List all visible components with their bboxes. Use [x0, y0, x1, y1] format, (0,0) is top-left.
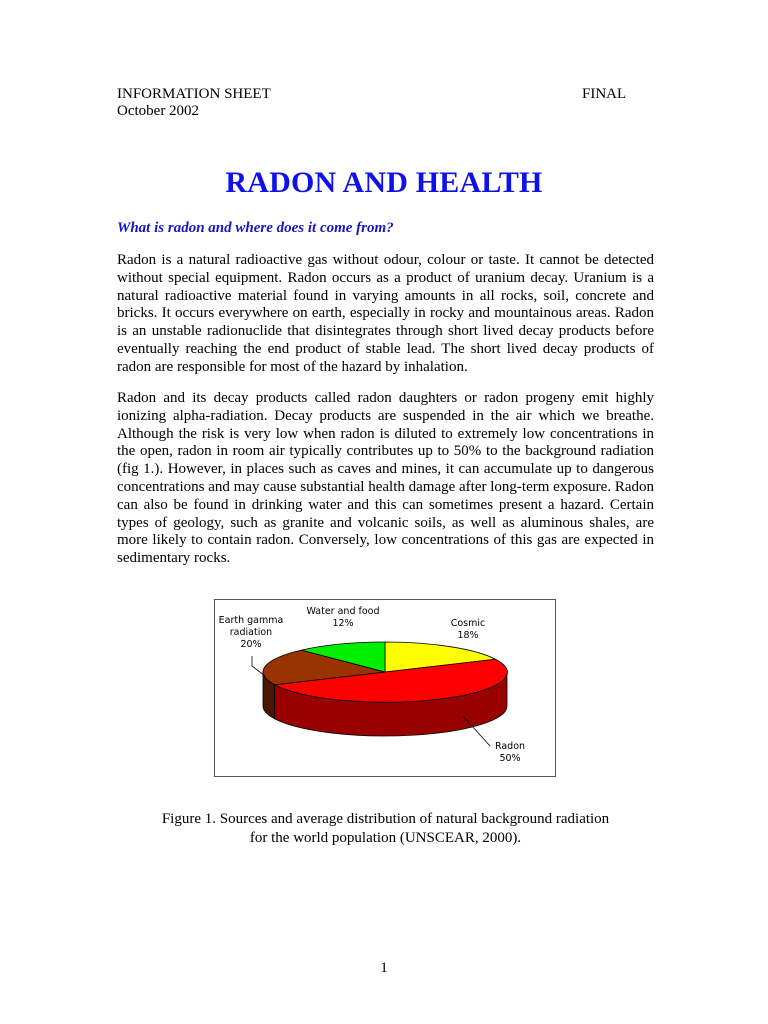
section-heading: What is radon and where does it come from? [117, 220, 394, 236]
figure-caption [117, 810, 654, 848]
label-earth-gamma [217, 615, 285, 651]
header-status: FINAL [582, 86, 627, 102]
header-info-sheet: INFORMATION SHEET [117, 86, 271, 102]
caption-line-1: Figure 1. Sources and average distribution of natural background radiation [161, 811, 610, 827]
label-water-food-line1: Water and food [306, 606, 380, 617]
label-radon-line1: Radon [494, 741, 526, 752]
caption-line-2: for the world population (UNSCEAR, 2000). [249, 830, 522, 846]
page-number: 1 [380, 960, 388, 976]
paragraph-1: Radon is a natural radioactive gas without odour, colour or taste. It cannot be detected without special equipment. Radon occurs as a product of uranium decay. Uranium is a natural radioactive material found in varying amounts in all rocks, soil, concrete and bricks. It occurs everywhere on earth, especially in rocky and mountainous areas. Radon is an unstable radionuclide that disintegrates through short lived decay products before eventually reaching the end product of stable lead. The short lived decay products of radon are responsible for most of the hazard by inhalation. [117, 252, 654, 375]
label-radon-value: 50% [499, 753, 521, 764]
header-left [117, 86, 271, 120]
page-title: RADON AND HEALTH [225, 166, 543, 199]
label-cosmic-value: 18% [457, 630, 479, 641]
header-date: October 2002 [117, 103, 200, 119]
label-earth-gamma-line2: radiation [229, 627, 273, 638]
label-water-food-value: 12% [332, 618, 354, 629]
paragraph-2: Radon and its decay products called radon daughters or radon progeny emit highly ionizing alpha-radiation. Decay products are suspended in the air which we breathe. Although the risk is very low when radon is diluted to extremely low concentrations in the open, radon in room air typically contributes up to 50% to the background radiation (fig 1.). However, in places such as caves and mines, it can accumulate up to dangerous concentrations and may cause substantial health damage after long-term exposure. Radon can also be found in drinking water and this can sometimes present a hazard. Certain types of geology, such as granite and volcanic soils, as well as aluminous shales, are more likely to contain radon. Conversely, low concentrations of this gas are expected in sedimentary rocks. [117, 390, 654, 567]
label-earth-gamma-value: 20% [240, 639, 262, 650]
pie-chart [214, 599, 556, 777]
label-cosmic-line1: Cosmic [450, 618, 486, 629]
label-water-food [300, 606, 386, 630]
label-earth-gamma-line1: Earth gamma [218, 615, 284, 626]
label-radon [489, 741, 531, 765]
label-cosmic [437, 618, 499, 642]
